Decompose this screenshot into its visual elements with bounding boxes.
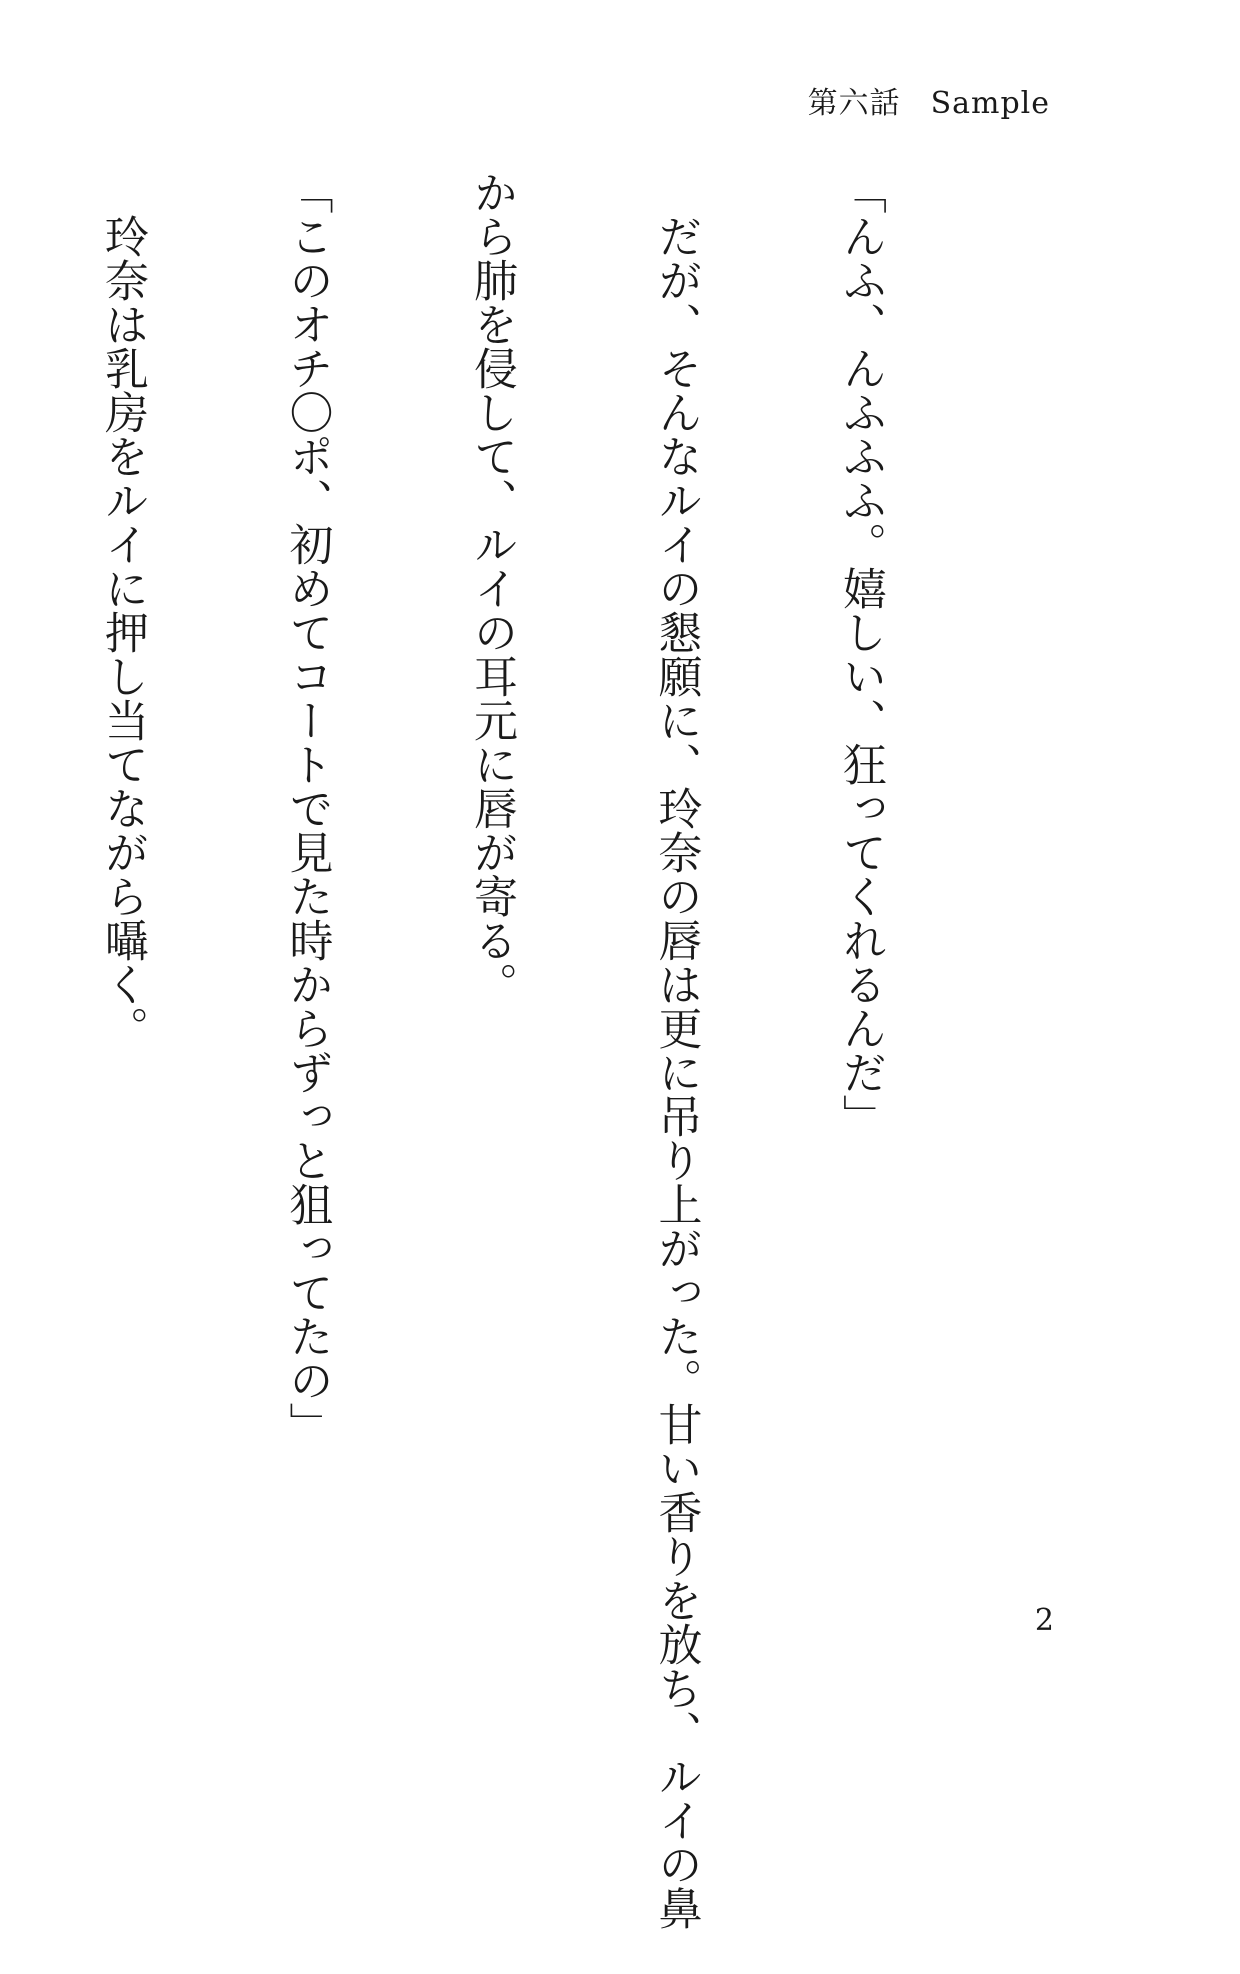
text-line: だが、そんなルイの懇願に、玲奈の唇は更に吊り上がった。甘い香りを放ち、ルイの鼻 xyxy=(650,170,702,1930)
chapter-title: 第六話 xyxy=(807,86,901,121)
text-line: 「んふ、んふふふ。嬉しい、狂ってくれるんだ」 xyxy=(835,170,886,1138)
vertical-body-text xyxy=(0,170,1014,1930)
header-label: Sample xyxy=(930,86,1050,121)
text-line: から肺を侵して、ルイの耳元に唇が寄る。 xyxy=(466,170,517,1006)
text-line: 玲奈は乳房をルイに押し当てながら囁く。 xyxy=(97,170,148,1050)
running-header xyxy=(808,78,1050,122)
text-line: 「このオチ〇ポ、初めてコートで見た時からずっと狙ってたの」 xyxy=(281,170,333,1446)
page-number: 2 xyxy=(1034,1603,1054,1638)
